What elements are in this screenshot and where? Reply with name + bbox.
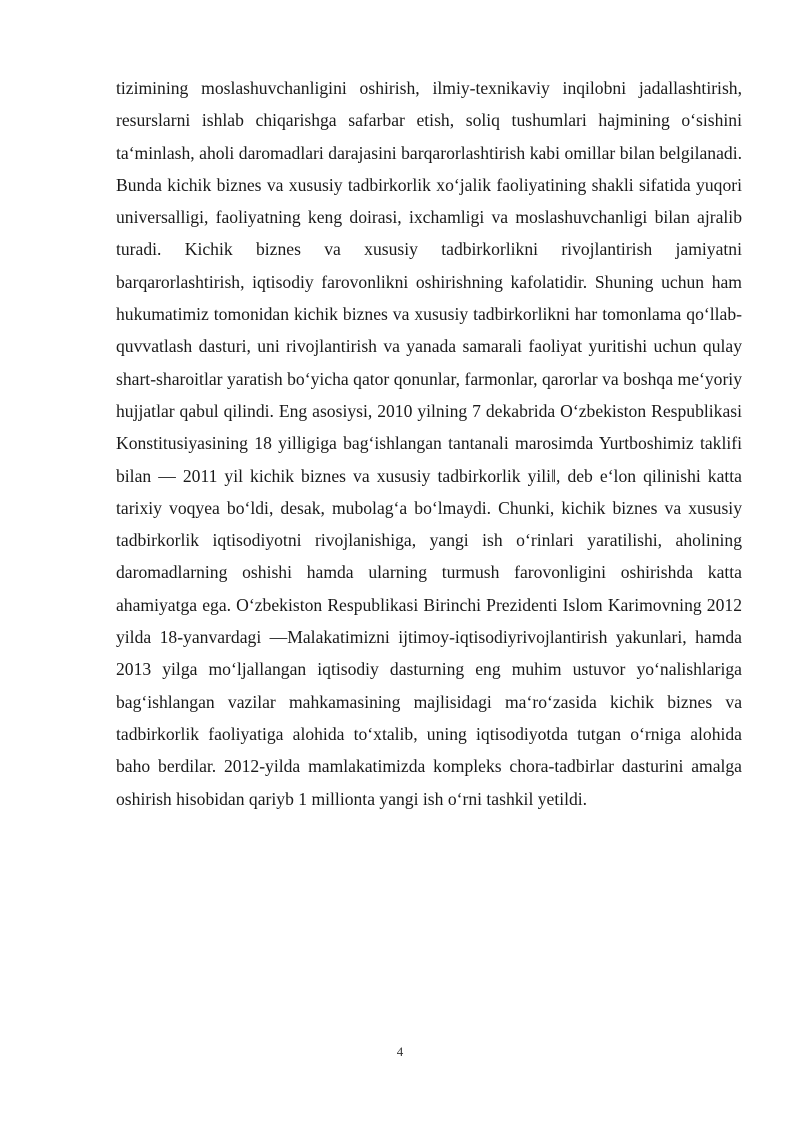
body-paragraph: tizimining moslashuvchanligini oshirish, ilmiy-texnikaviy inqilobni jadallashtirish, resurslarni ishlab chiqarishga safarbar etish, soliq tushumlari hajmining o‘sishini ta‘minlash, aholi daromadlari darajasini barqarorlashtirish kabi omillar bilan belgilanadi. Bunda kichik biznes va xususiy tadbirkorlik xo‘jalik faoliyatining shakli sifatida yuqori universalligi, faoliyatning keng doirasi, ixchamligi va moslashuvchanligi bilan ajralib turadi. Kichik biznes va xususiy tadbirkorlikni rivojlantirish jamiyatni barqarorlashtirish, iqtisodiy farovonlikni oshirishning kafolatidir. Shuning uchun ham hukumatimiz tomonidan kichik biznes va xususiy tadbirkorlikni har tomonlama qo‘llab-quvvatlash dasturi, uni rivojlantirish va yanada samarali faoliyat yuritishi uchun qulay shart-sharoitlar yaratish bo‘yicha qator qonunlar, farmonlar, qarorlar va boshqa me‘yoriy hujjatlar qabul qilindi. Eng asosiysi, 2010 yilning 7 dekabrida O‘zbekiston Respublikasi Konstitusiyasining 18 yilligiga bag‘ishlangan tantanali marosimda Yurtboshimiz taklifi bilan — 2011 yil kichik biznes va xususiy tadbirkorlik yili‖, deb e‘lon qilinishi katta tarixiy voqyea bo‘ldi, desak, mubolag‘a bo‘lmaydi. Chunki, kichik biznes va xususiy tadbirkorlik iqtisodiyotni rivojlanishiga, yangi ish o‘rinlari yaratilishi, aholining daromadlarning oshishi hamda ularning turmush farovonligini oshirishda katta ahamiyatga ega. O‘zbekiston Respublikasi Birinchi Prezidenti Islom Karimovning 2012 yilda 18-yanvardagi —Malakatimizni ijtimoy-iqtisodiyrivojlantirish yakunlari, hamda 2013 yilga mo‘ljallangan iqtisodiy dasturning eng muhim ustuvor yo‘nalishlariga bag‘ishlangan vazilar mahkamasining majlisidagi ma‘ro‘zasida kichik biznes va tadbirkorlik faoliyatiga alohida to‘xtalib, uning iqtisodiyotda tutgan o‘rniga alohida baho berdilar. 2012-yilda mamlakatimizda kompleks chora-tadbirlar dasturini amalga oshirish hisobidan qariyb 1 millionta yangi ish o‘rni tashkil yetildi. <box>116 78 742 809</box>
page-number: 4 <box>396 1044 404 1059</box>
